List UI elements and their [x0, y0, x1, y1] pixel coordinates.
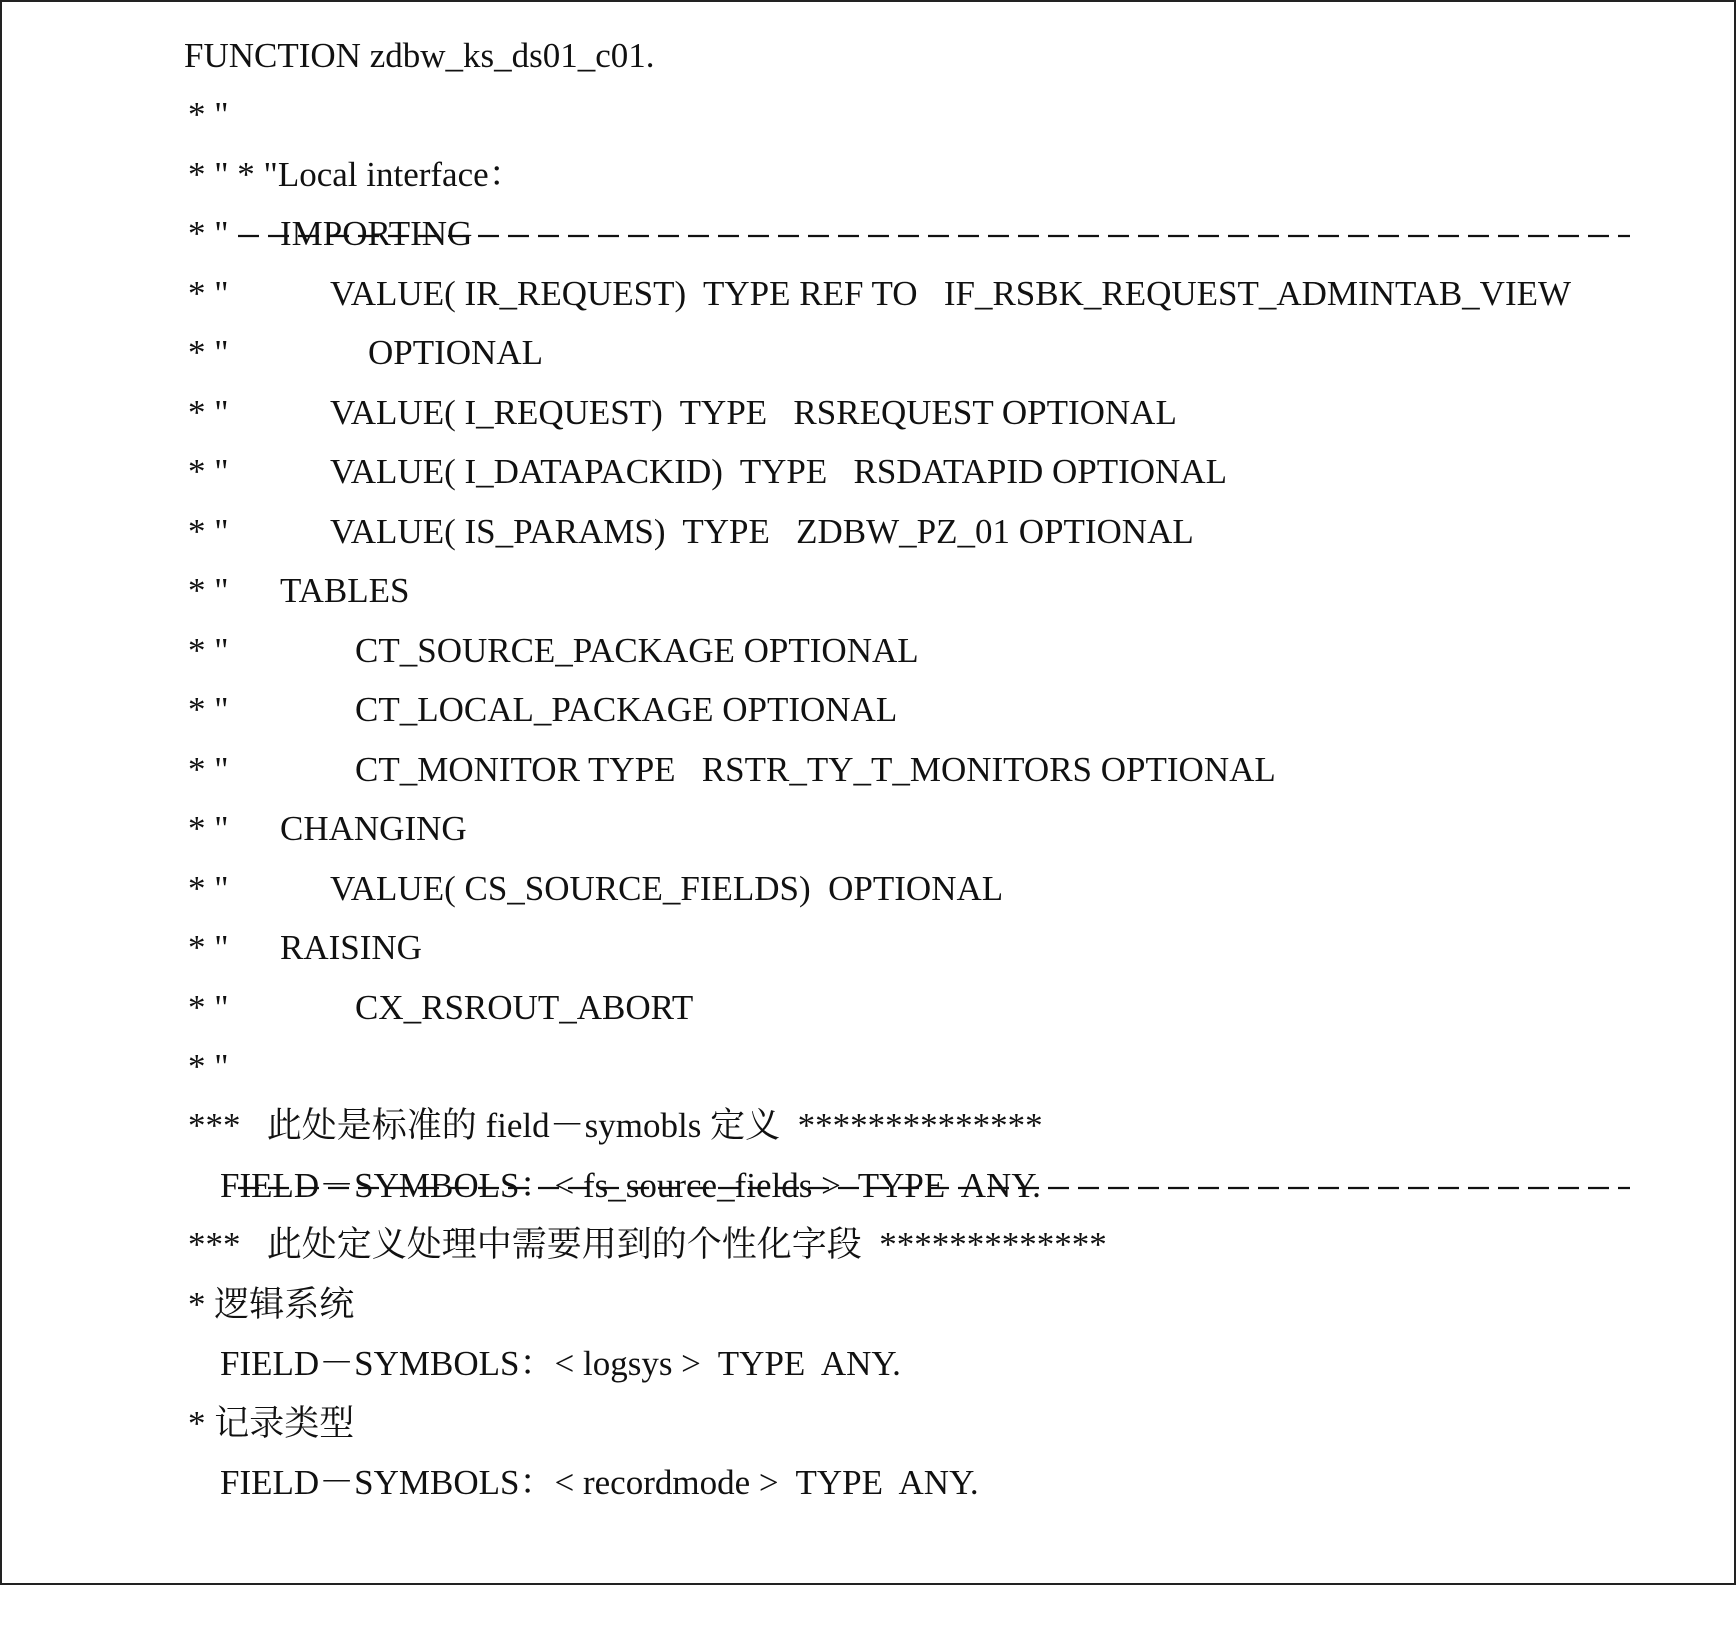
comment-prefix: * "	[188, 869, 229, 908]
comment-prefix: * "	[188, 274, 229, 313]
comment-prefix: * "	[188, 750, 229, 789]
comment-prefix: * "	[188, 631, 229, 670]
code-line-optional-cont	[2, 323, 543, 383]
comment-prefix: * "	[188, 214, 229, 253]
decl-logsys: FIELD－SYMBOLS：< logsys > TYPE ANY.	[220, 1344, 901, 1383]
code-line-ct-monitor	[2, 740, 1276, 800]
comment-standard-symbols: *** 此处是标准的 field－symobls 定义 **************	[188, 1106, 1043, 1145]
local-interface-comment: * " * "Local interface：	[188, 155, 524, 194]
code-line-fs-source-fields	[2, 1156, 1041, 1216]
separator-dashes	[238, 1037, 1630, 1097]
comment-logsys: * 逻辑系统	[188, 1285, 355, 1324]
code-line-standard-symbols-comment	[2, 1096, 1043, 1156]
code-line-raising	[2, 918, 422, 978]
code-line-cs-source-fields	[2, 859, 1004, 919]
raising-keyword: RAISING	[280, 928, 422, 967]
param-ct-monitor: CT_MONITOR TYPE RSTR_TY_T_MONITORS OPTIONAL	[355, 750, 1276, 789]
code-line-separator-bottom	[2, 1037, 229, 1097]
comment-prefix: * "	[188, 690, 229, 729]
comment-prefix: * "	[188, 452, 229, 491]
param-optional-continuation: OPTIONAL	[368, 333, 543, 372]
comment-prefix: * "	[188, 512, 229, 551]
param-cx-rsrout-abort: CX_RSROUT_ABORT	[355, 988, 694, 1027]
comment-prefix: * "	[188, 393, 229, 432]
comment-prefix: * "	[188, 928, 229, 967]
function-declaration: FUNCTION zdbw_ks_ds01_c01.	[184, 36, 655, 75]
separator-dashes	[238, 85, 1630, 145]
param-cs-source-fields: VALUE( CS_SOURCE_FIELDS) OPTIONAL	[330, 869, 1004, 908]
code-line-recordmode-comment	[2, 1394, 355, 1454]
code-line-is-params	[2, 502, 1194, 562]
code-line-changing	[2, 799, 467, 859]
comment-personal-fields: *** 此处定义处理中需要用到的个性化字段 *************	[188, 1225, 1107, 1264]
code-line-personal-fields-comment	[2, 1215, 1107, 1275]
code-line-function	[2, 26, 655, 86]
param-i-request: VALUE( I_REQUEST) TYPE RSREQUEST OPTIONAL	[330, 393, 1177, 432]
code-line-ct-source-package	[2, 621, 919, 681]
param-ct-source-package: CT_SOURCE_PACKAGE OPTIONAL	[355, 631, 919, 670]
decl-fs-source-fields: FIELD－SYMBOLS：< fs_source_fields > TYPE ANY.	[220, 1166, 1041, 1205]
code-line-i-request	[2, 383, 1177, 443]
param-i-datapackid: VALUE( I_DATAPACKID) TYPE RSDATAPID OPTIONAL	[330, 452, 1227, 491]
comment-prefix: * "	[188, 333, 229, 372]
comment-prefix: * "	[188, 988, 229, 1027]
changing-keyword: CHANGING	[280, 809, 467, 848]
comment-recordmode: * 记录类型	[188, 1404, 355, 1443]
code-line-importing	[2, 204, 473, 264]
comment-prefix: * "	[188, 571, 229, 610]
comment-prefix: * "	[188, 809, 229, 848]
param-ir-request: VALUE( IR_REQUEST) TYPE REF TO IF_RSBK_REQUEST_ADMINTAB_VIEW	[330, 274, 1572, 313]
code-line-cx-rsrout-abort	[2, 978, 694, 1038]
code-line-local-interface	[2, 145, 524, 205]
code-line-ir-request	[2, 264, 1572, 324]
code-line-tables	[2, 561, 410, 621]
code-line-logsys	[2, 1334, 901, 1394]
importing-keyword: IMPORTING	[280, 214, 473, 253]
comment-prefix: * "	[188, 1047, 229, 1086]
decl-recordmode: FIELD－SYMBOLS：< recordmode > TYPE ANY.	[220, 1463, 979, 1502]
tables-keyword: TABLES	[280, 571, 410, 610]
code-line-logsys-comment	[2, 1275, 355, 1335]
code-line-separator-top	[2, 85, 229, 145]
code-line-i-datapackid	[2, 442, 1227, 502]
code-line-ct-local-package	[2, 680, 898, 740]
code-line-recordmode	[2, 1453, 979, 1513]
comment-prefix: * "	[188, 95, 229, 134]
param-ct-local-package: CT_LOCAL_PACKAGE OPTIONAL	[355, 690, 898, 729]
param-is-params: VALUE( IS_PARAMS) TYPE ZDBW_PZ_01 OPTIONAL	[330, 512, 1194, 551]
